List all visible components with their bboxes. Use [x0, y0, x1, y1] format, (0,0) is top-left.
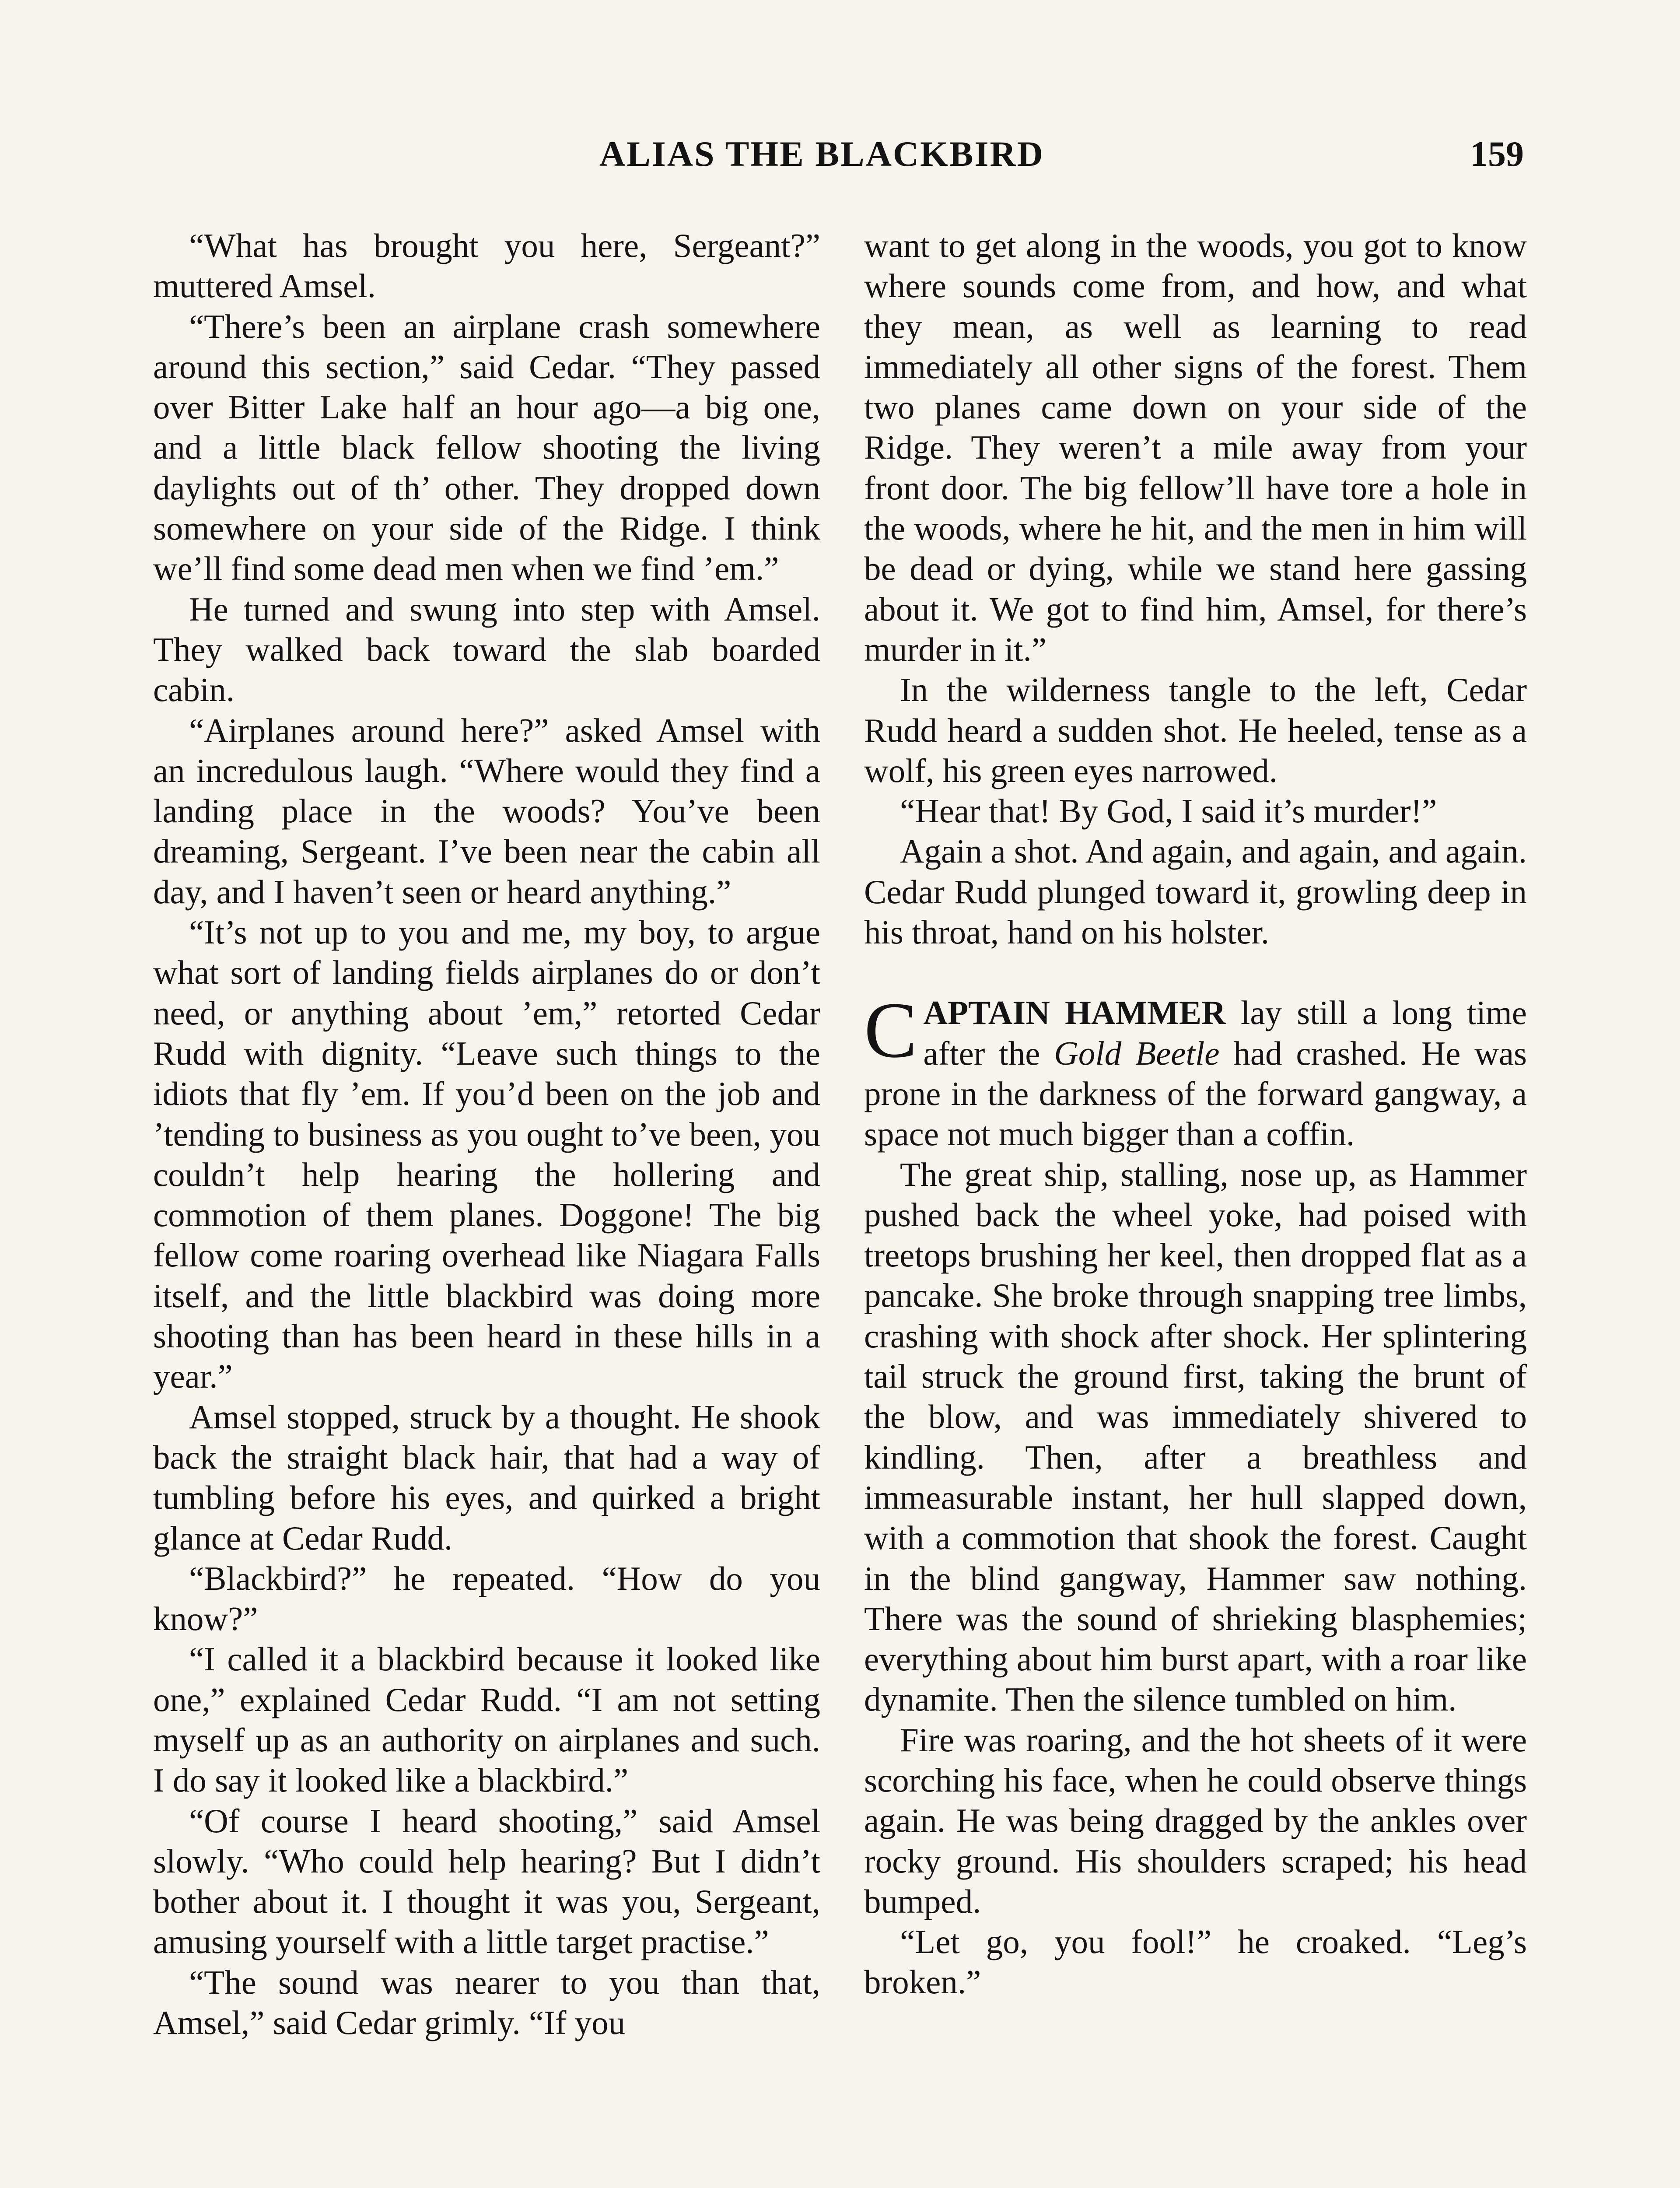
section-break: [864, 952, 1527, 992]
paragraph: “Blackbird?” he repeated. “How do you know?”: [153, 1559, 820, 1638]
paragraph: “There’s been an airplane crash somewhere around this section,” said Cedar. “They passed over Bitter Lake half an hour ago—a big one, and a little black fellow shooting the living daylights out of th’ other. They dropped down somewhere on your side of the Ridge. I think we’ll find some dead men when we find ’em.”: [153, 307, 820, 588]
lead-in-caps: APTAIN HAMMER: [923, 994, 1226, 1032]
lead-text: lay still a long time after the: [923, 994, 1527, 1072]
paragraph: In the wilderness tangle to the left, Cedar Rudd heard a sudden shot. He heeled, tense as a wolf, his green eyes narrowed.: [864, 671, 1527, 789]
right-column: [864, 225, 1527, 2002]
paragraph: The great ship, stalling, nose up, as Hammer pushed back the wheel yoke, had poised with treetops brushing her keel, then dropped flat as a pancake. She broke through snapping tree limbs, crashing with shock after shock. Her splintering tail struck the ground first, taking the brunt of the blow, and was immediately shivered to kindling. Then, after a breathless and immeasurable instant, her hull slapped down, with a commotion that shook the forest. Caught in the blind gangway, Hammer saw nothing. There was the sound of shrieking blasphemies; everything about him burst apart, with a roar like dynamite. Then the silence tumbled on him.: [864, 1155, 1527, 1718]
paragraph: “It’s not up to you and me, my boy, to argue what sort of landing fields airplanes do or don’t need, or anything about ’em,” retorted Cedar Rudd with dignity. “Leave such things to the idiots that fly ’em. If you’d been on the job and ’tending to business as you ought to’ve been, you couldn’t help hearing the hollering and commotion of them planes. Doggone! The big fellow come roaring overhead like Niagara Falls itself, and the little blackbird was doing more shooting than has been heard in these hills in a year.”: [153, 913, 820, 1396]
running-title: ALIAS THE BLACKBIRD: [599, 134, 1044, 174]
left-column: [153, 225, 820, 2043]
paragraph: “The sound was nearer to you than that, Amsel,” said Cedar grimly. “If you: [153, 1963, 820, 2042]
paragraph: He turned and swung into step with Amsel. They walked back toward the slab boarded cabin.: [153, 590, 820, 709]
paragraph-continued: want to get along in the woods, you got to know where sounds come from, and how, and what they mean, as well as learning to read immediately all other signs of the forest. Them two planes came down on your side of the Ridge. They weren’t a mile away from your front door. The big fellow’ll have tore a hole in the woods, where he hit, and the men in him will be dead or dying, while we stand here gassing about it. We got to find him, Amsel, for there’s murder in it.”: [864, 227, 1527, 668]
paragraph: “What has brought you here, Sergeant?” muttered Amsel.: [153, 227, 820, 305]
running-header: [0, 133, 1680, 182]
drop-cap: C: [864, 986, 917, 1075]
paragraph: “Of course I heard shooting,” said Amsel slowly. “Who could help hearing? But I didn’t bother about it. I thought it was you, Sergeant, amusing yourself with a little target practise.”: [153, 1802, 820, 1961]
page-number: 159: [1470, 134, 1524, 174]
section-opening-paragraph: [864, 986, 1527, 1154]
paragraph: “Let go, you fool!” he croaked. “Leg’s broken.”: [864, 1923, 1527, 2001]
ship-name: Gold Beetle: [1054, 1034, 1220, 1072]
paragraph: “Hear that! By God, I said it’s murder!”: [900, 792, 1437, 830]
lead-text-end: had crashed. He was prone in the darkness of the forward gangway, a space not much bigger than a coffin.: [864, 1034, 1527, 1153]
paragraph: Amsel stopped, struck by a thought. He shook back the straight black hair, that had a way of tumbling before his eyes, and quirked a bright glance at Cedar Rudd.: [153, 1398, 820, 1557]
paragraph: Again a shot. And again, and again, and again. Cedar Rudd plunged toward it, growling deep in his throat, hand on his holster.: [864, 832, 1527, 951]
paragraph: “Airplanes around here?” asked Amsel with an incredulous laugh. “Where would they find a landing place in the woods? You’ve been dreaming, Sergeant. I’ve been near the cabin all day, and I haven’t seen or heard anything.”: [153, 711, 820, 911]
paragraph: Fire was roaring, and the hot sheets of it were scorching his face, when he could observe things again. He was being dragged by the ankles over rocky ground. His shoulders scraped; his head bumped.: [864, 1721, 1527, 1920]
paragraph: “I called it a blackbird because it looked like one,” explained Cedar Rudd. “I am not setting myself up as an authority on airplanes and such. I do say it looked like a blackbird.”: [153, 1640, 820, 1799]
